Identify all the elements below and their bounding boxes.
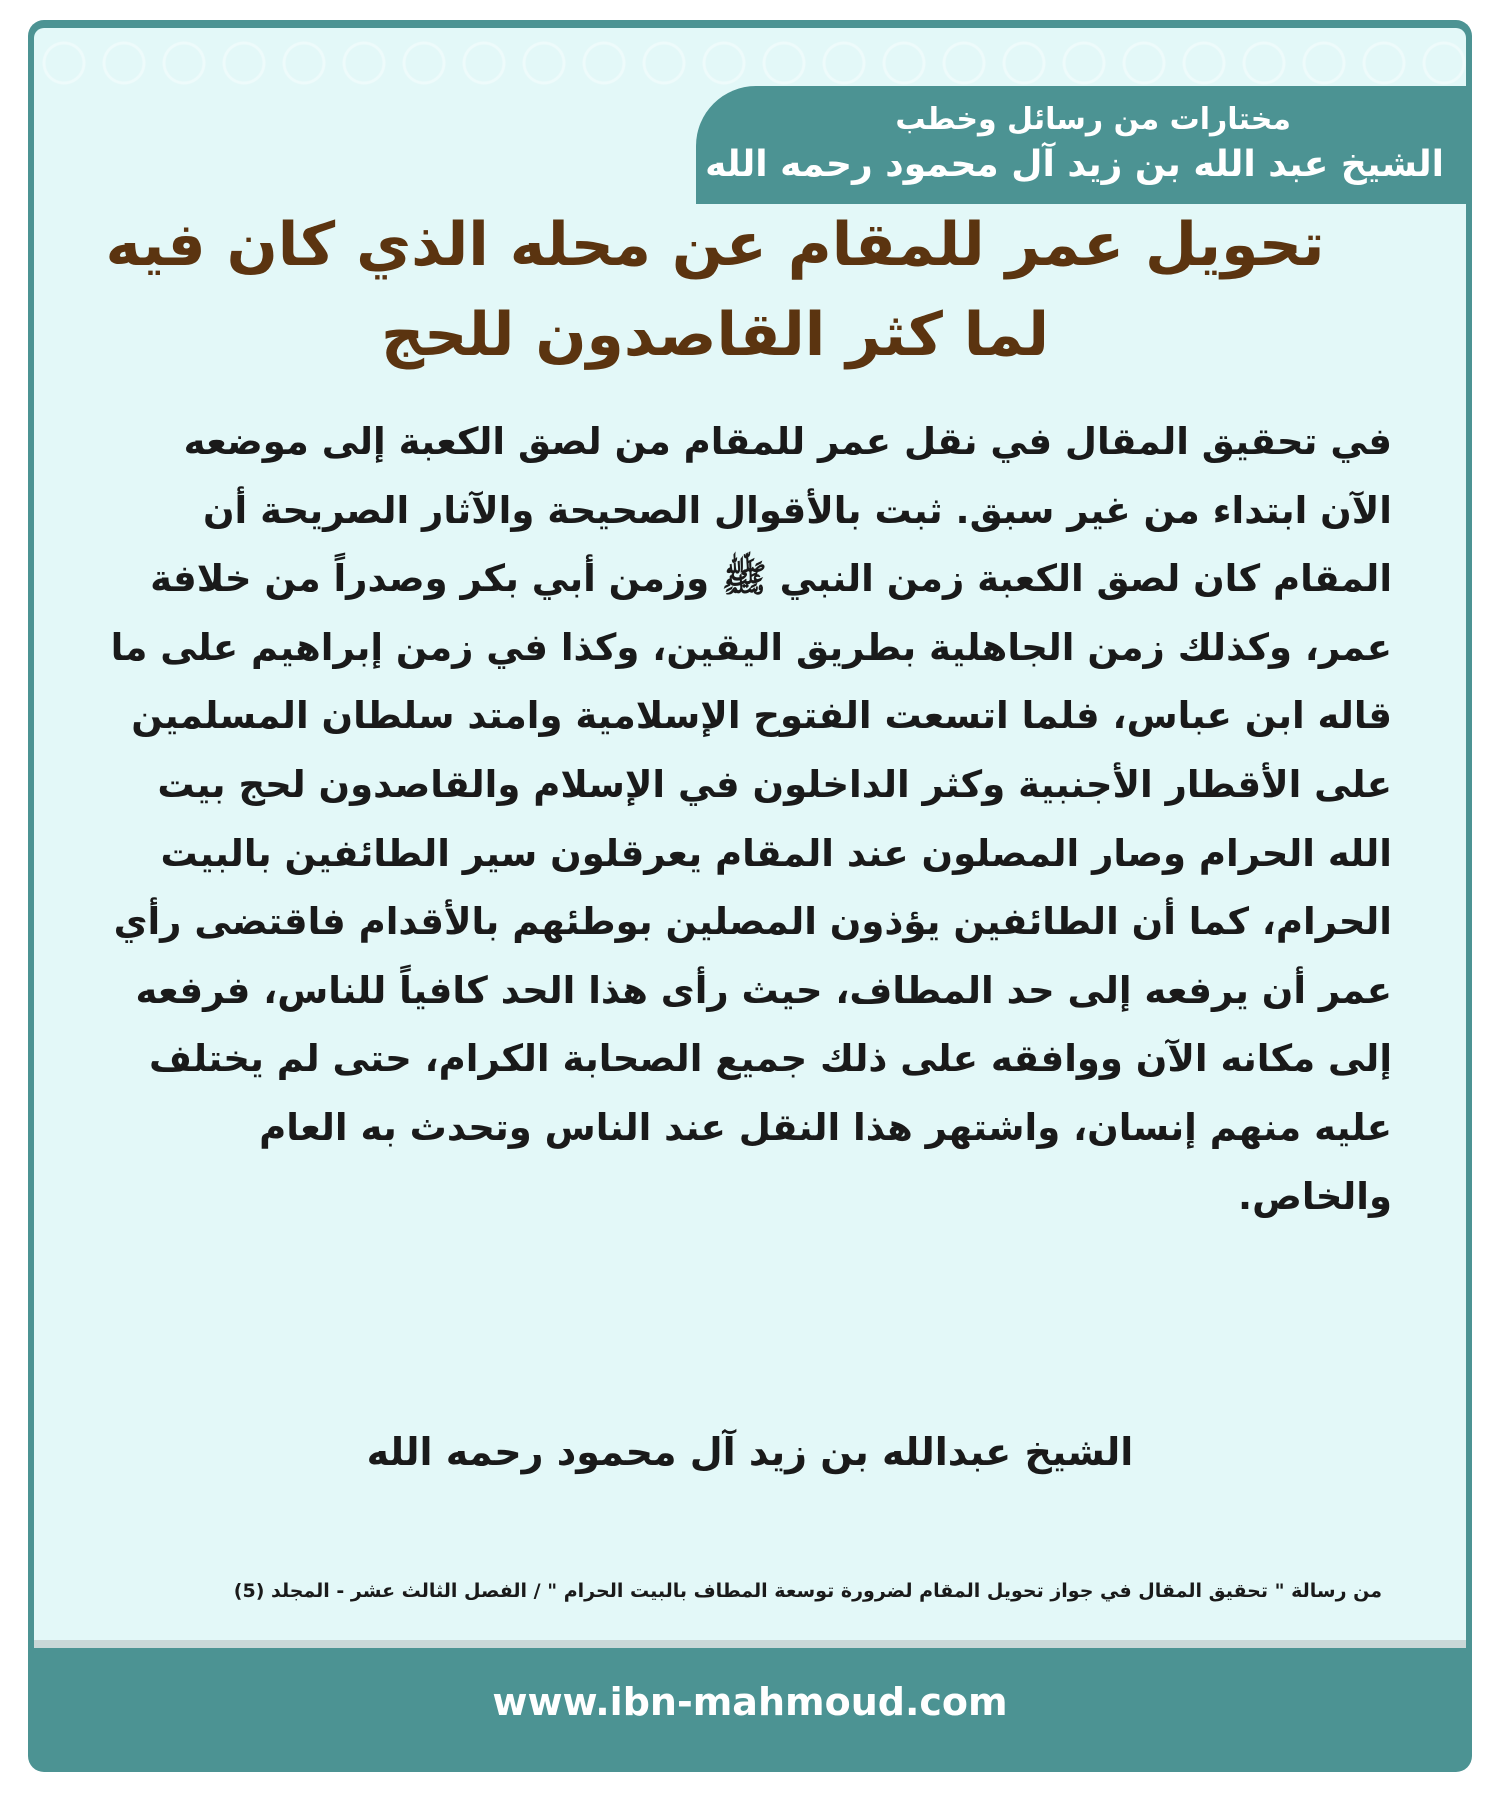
series-title: مختارات من رسائل وخطب: [895, 102, 1291, 137]
source-citation: من رسالة " تحقيق المقال في جواز تحويل المقام لضرورة توسعة المطاف بالبيت الحرام " / الفصل الثالث عشر - المجلد (5): [233, 1580, 1382, 1602]
author-name-header: الشيخ عبد الله بن زيد آل محمود رحمه الله: [705, 144, 1444, 185]
footer-divider: [34, 1640, 1466, 1648]
header-band: [696, 86, 1466, 204]
website-link[interactable]: www.ibn-mahmoud.com: [492, 1680, 1008, 1724]
author-signature: الشيخ عبدالله بن زيد آل محمود رحمه الله: [366, 1430, 1134, 1474]
article-body: في تحقيق المقال في نقل عمر للمقام من لصق الكعبة إلى موضعه الآن ابتداء من غير سبق. ثبت بالأقوال الصحيحة والآثار الصريحة أن المقام كان لصق الكعبة زمن النبي ﷺ وزمن أبي بكر وصدراً من خلافة عمر، وكذلك زمن الجاهلية بطريق اليقين، وكذا في زمن إبراهيم على ما قاله ابن عباس، فلما اتسعت الفتوح الإسلامية وامتد سلطان المسلمين على الأقطار الأجنبية وكثر الداخلون في الإسلام والقاصدون لحج بيت الله الحرام وصار المصلون عند المقام يعرقلون سير الطائفين بالبيت الحرام، كما أن الطائفين يؤذون المصلين بوطئهم بالأقدام فاقتضى رأي عمر أن يرفعه إلى حد المطاف، حيث رأى هذا الحد كافياً للناس، فرفعه إلى مكانه الآن ووافقه على ذلك جميع الصحابة الكرام، حتى لم يختلف عليه منهم إنسان، واشتهر هذا النقل عند الناس وتحدث به العام والخاص.: [110, 420, 1392, 1218]
article-title: تحويل عمر للمقام عن محله الذي كان فيه لما كثر القاصدون للحج: [105, 210, 1325, 370]
